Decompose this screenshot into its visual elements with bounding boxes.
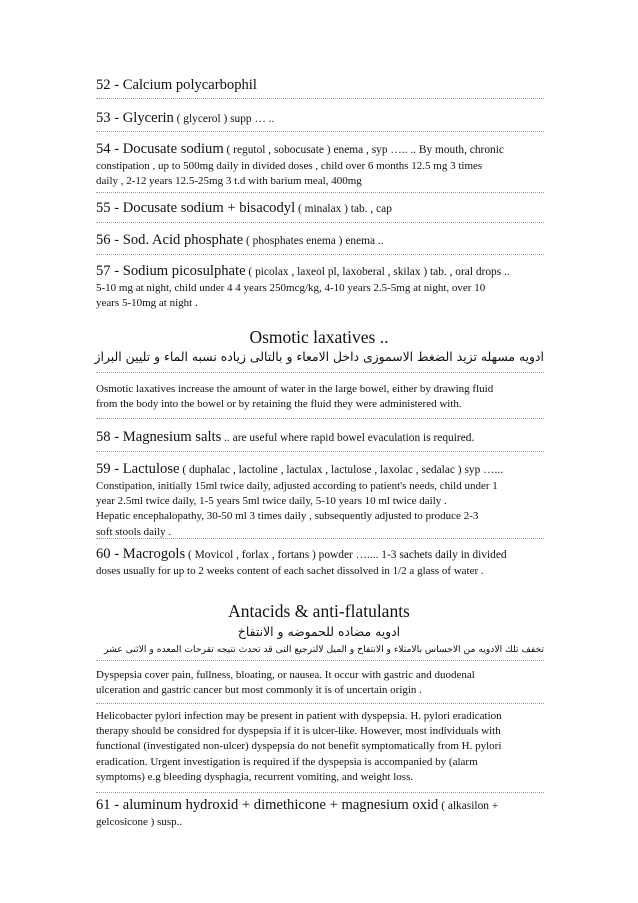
item-53	[96, 109, 544, 128]
item-61-line-2: gelcosicone ) susp..	[96, 816, 183, 828]
item-54	[96, 140, 544, 189]
separator	[96, 372, 544, 373]
separator	[96, 222, 544, 223]
h-pylori-line-5: symptoms) e.g bleeding dysphagia, recurrent vomiting, and weight loss.	[96, 770, 414, 783]
separator	[96, 418, 544, 419]
separator	[96, 451, 544, 452]
item-54-line-3: daily , 2-12 years 12.5-25mg 3 t.d with barium meal, 400mg	[96, 175, 362, 188]
item-61-details: ( alkasilon +	[438, 800, 499, 812]
item-55-name: 55 - Docusate sodium + bisacodyl	[96, 200, 296, 216]
item-59-line-2: Constipation, initially 15ml twice daily, adjusted according to patient's needs, child under 1	[96, 480, 498, 492]
item-58-details: .. are useful where rapid bowel evaculation is required.	[221, 432, 475, 444]
item-54-details: ( regutol , sobocusate ) enema , syp ….. .. By mouth, chronic	[223, 144, 504, 156]
item-59-line-3: year 2.5ml twice daily, 1-5 years 5ml twice daily, 5-10 years 10 ml twice daily .	[96, 495, 447, 508]
separator	[96, 131, 544, 132]
antacids-arabic-caption: تخفف تلك الادويه من الاحساس بالامتلاء و الانتفاخ و الميل لالترجيع التى قد تحدث نتيجه تقرحات المعده و الاثنى عشر	[104, 644, 544, 655]
osmotic-arabic-caption: ادويه مسهله تزيد الضغط الاسموزى داخل الامعاء و بالتالى زياده نسبه الماء و تليين البراز	[94, 349, 544, 364]
item-60-name: 60 - Macrogols	[96, 546, 186, 562]
item-57-name: 57 - Sodium picosulphate	[96, 263, 246, 279]
section-heading-osmotic: Osmotic laxatives ..	[249, 327, 389, 347]
item-57-details: ( picolax , laxeol pl, laxoberal , skilax ) tab. , oral drops ..	[245, 266, 510, 278]
h-pylori-line-2: therapy should be considred for dyspepsia if it is ulcer-like. However, most individuals with	[96, 725, 501, 738]
separator	[96, 538, 544, 539]
antacids-arabic-title: ادويه مضاده للحموضه و الانتفاخ	[237, 624, 401, 639]
h-pylori-line-4: eradication. Urgent investigation is required if the dyspepsia is accompanied by (alarm	[96, 755, 478, 768]
item-56-details: ( phosphates enema ) enema ..	[243, 235, 384, 247]
item-57-line-2: 5-10 mg at night, child under 4 4 years 250mcg/kg, 4-10 years 2.5-5mg at night, over 10	[96, 282, 486, 294]
separator	[96, 792, 544, 793]
item-59-details: ( duphalac , lactoline , lactulax , lactulose , laxolac , sedalac ) syp …...	[179, 464, 504, 476]
item-59-name: 59 - Lactulose	[96, 461, 180, 477]
item-54-name: 54 - Docusate sodium	[96, 141, 224, 157]
item-54-line-2: constipation , up to 500mg daily in divided doses , child over 6 months 12.5 mg 3 times	[96, 160, 483, 172]
item-59	[96, 460, 544, 540]
item-61-name: 61 - aluminum hydroxid + dimethicone + magnesium oxid	[96, 797, 439, 813]
item-53-name: 53 - Glycerin	[96, 110, 174, 126]
item-56	[96, 231, 544, 250]
item-59-line-4: Hepatic encephalopathy, 30-50 ml 3 times daily , subsequently adjusted to produce 2-3	[96, 510, 479, 523]
item-53-details: ( glycerol ) supp … ..	[173, 113, 275, 125]
h-pylori-paragraph	[96, 709, 544, 785]
item-55-details: ( minalax ) tab. , cap	[295, 203, 392, 215]
dyspepsia-paragraph	[96, 668, 544, 698]
item-60-details: ( Movicol , forlax , fortans ) powder ….... 1-3 sachets daily in divided	[185, 549, 507, 561]
item-61	[96, 796, 544, 830]
item-52	[96, 76, 544, 94]
osmotic-description	[96, 382, 544, 412]
item-58-name: 58 - Magnesium salts	[96, 429, 222, 445]
separator	[96, 192, 544, 193]
item-56-name: 56 - Sod. Acid phosphate	[96, 232, 244, 248]
separator	[96, 98, 544, 99]
item-57	[96, 262, 544, 311]
dyspepsia-line-2: ulceration and gastric cancer but most commonly it is of uncertain origin .	[96, 684, 422, 697]
item-58	[96, 428, 544, 447]
osmotic-line-2: from the body into the bowel or by retaining the fluid they were administered with.	[96, 398, 462, 411]
h-pylori-line-3: functional (investigated non-ulcer) dyspepsia do not benefit symptomatically from H. pylori	[96, 740, 502, 753]
item-59-line-5: soft stools daily .	[96, 525, 172, 538]
item-57-line-3: years 5-10mg at night .	[96, 297, 198, 310]
separator	[96, 254, 544, 255]
separator	[96, 703, 544, 704]
item-60	[96, 545, 544, 579]
dyspepsia-line-1: Dyspepsia cover pain, fullness, bloating, or nausea. It occur with gastric and duodenal	[96, 669, 475, 681]
item-52-name: 52 - Calcium polycarbophil	[96, 77, 257, 93]
item-55	[96, 199, 544, 218]
separator	[96, 660, 544, 661]
h-pylori-line-1: Helicobacter pylori infection may be present in patient with dyspepsia. H. pylori eradication	[96, 710, 502, 722]
osmotic-line-1: Osmotic laxatives increase the amount of water in the large bowel, either by drawing fluid	[96, 383, 494, 395]
item-60-line-2: doses usually for up to 2 weeks content of each sachet dissolved in 1/2 a glass of water .	[96, 565, 484, 577]
section-heading-antacids: Antacids & anti-flatulants	[228, 601, 410, 621]
